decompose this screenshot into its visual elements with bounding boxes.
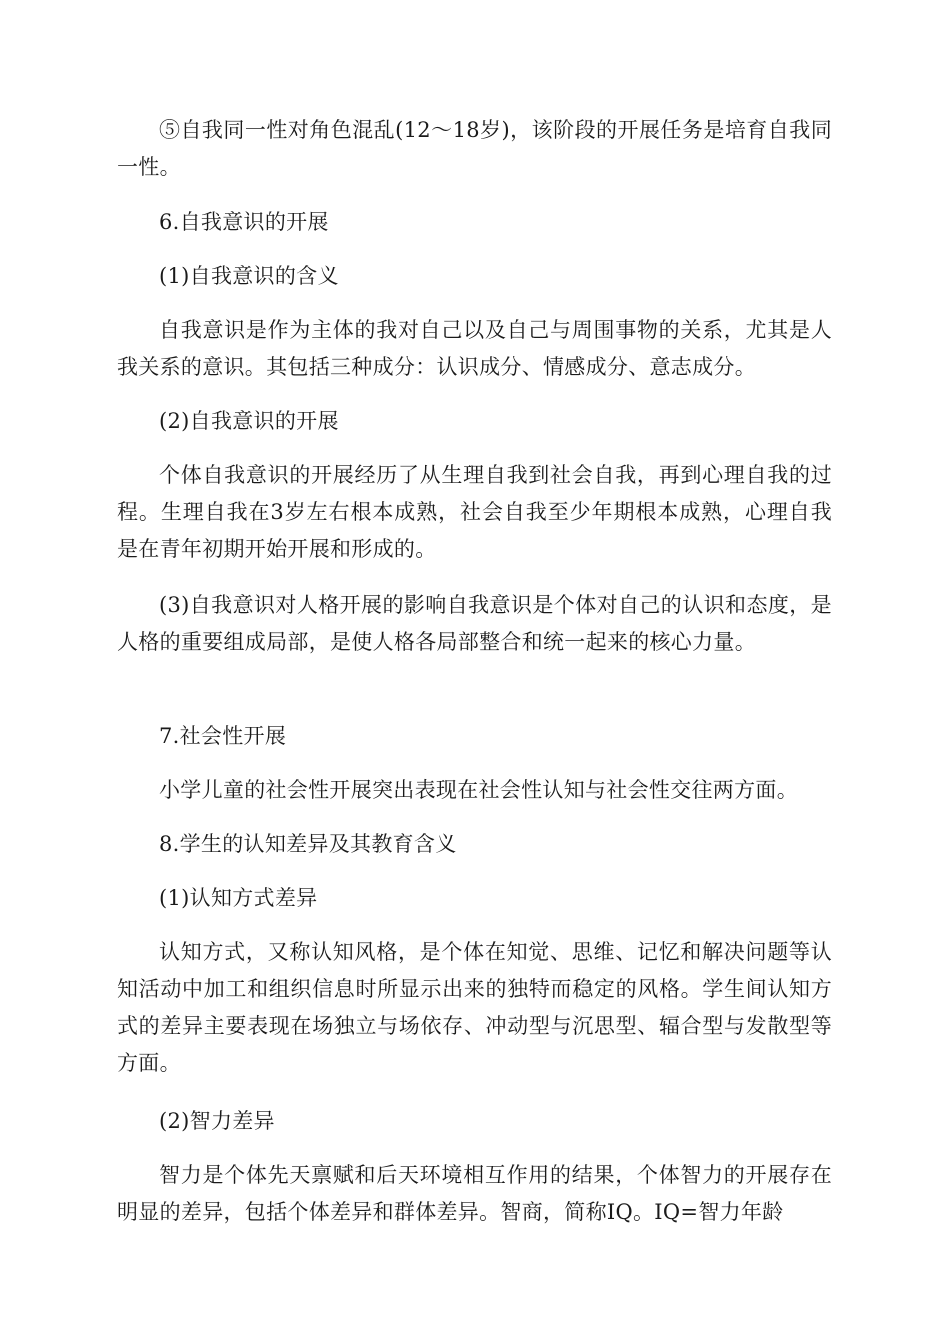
paragraph-cognitive-style: 认知方式，又称认知风格，是个体在知觉、思维、记忆和解决问题等认知活动中加工和组织信息时所显示出来的独特而稳定的风格。学生间认知方式的差异主要表现在场独立与场依存、冲动型与沉思型、辐合型与发散型等方面。 [117,940,832,1075]
subheading-self-awareness-meaning: (1)自我意识的含义 [159,264,339,288]
subheading-cognitive-style: (1)认知方式差异 [159,886,318,910]
paragraph-self-awareness-personality: (3)自我意识对人格开展的影响自我意识是个体对自己的认识和态度，是人格的重要组成局部，是使人格各局部整合和统一起来的核心力量。 [117,593,832,654]
heading-cognitive-differences: 8.学生的认知差异及其教育含义 [159,832,457,856]
paragraph-intelligence: 智力是个体先天禀赋和后天环境相互作用的结果，个体智力的开展存在明显的差异，包括个体差异和群体差异。智商，简称IQ。IQ=智力年龄 [117,1163,832,1224]
paragraph-identity-stage: ⑤自我同一性对角色混乱(12～18岁)，该阶段的开展任务是培育自我同一性。 [117,118,832,179]
subheading-intelligence-differences: (2)智力差异 [159,1109,275,1133]
heading-self-awareness-development: 6.自我意识的开展 [159,210,329,234]
paragraph-social-development: 小学儿童的社会性开展突出表现在社会性认知与社会性交往两方面。 [159,778,798,802]
paragraph-self-awareness-stages: 个体自我意识的开展经历了从生理自我到社会自我，再到心理自我的过程。生理自我在3岁左右根本成熟，社会自我至少年期根本成熟，心理自我是在青年初期开始开展和形成的。 [117,463,832,561]
heading-social-development: 7.社会性开展 [159,724,287,748]
paragraph-self-awareness-definition: 自我意识是作为主体的我对自己以及自己与周围事物的关系，尤其是人我关系的意识。其包括三种成分：认识成分、情感成分、意志成分。 [117,318,832,379]
subheading-self-awareness-growth: (2)自我意识的开展 [159,409,339,433]
